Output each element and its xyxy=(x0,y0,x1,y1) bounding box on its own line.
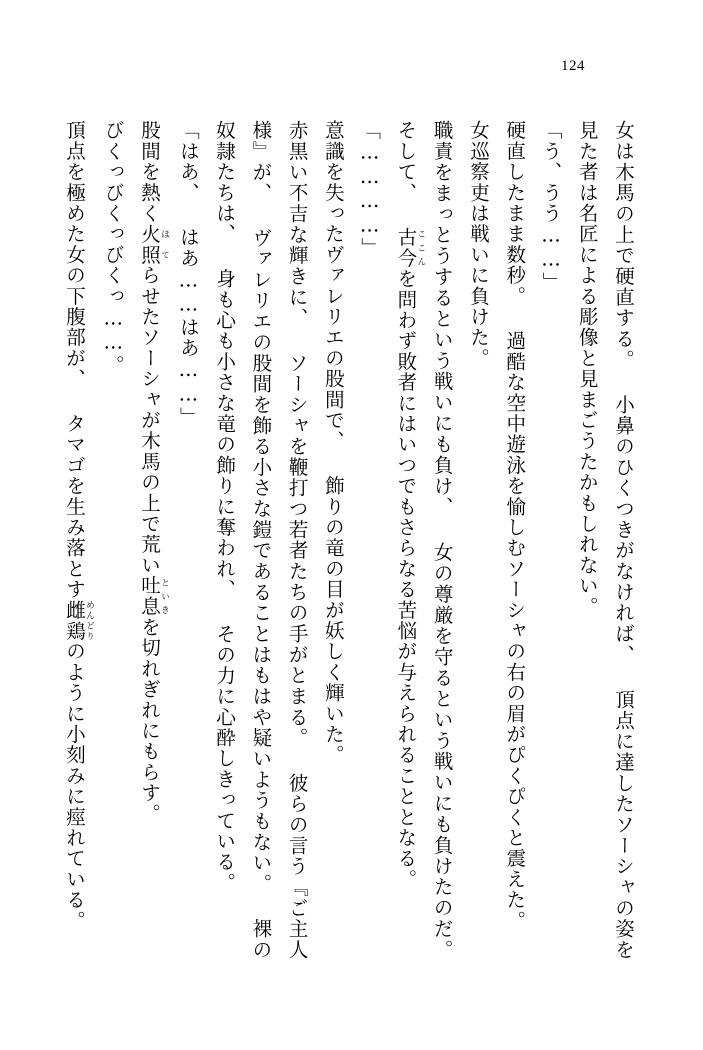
paragraph: 頂点を極めた女の下腹部が、 タマゴを生み落とす雌鶏めんどりのように小刻みに痙れている。 xyxy=(63,120,95,931)
paragraph: 女は木馬の上で硬直する。 小鼻のひくつきがなければ、 頂点に達したソーシャの姿を見た者は名匠による彫像と見まごうたかもしれない。 xyxy=(575,120,635,960)
page-body-text xyxy=(61,120,641,960)
paragraph: 赤黒い不吉な輝きに、 ソーシャを鞭打つ若者たちの手がとまる。 彼らの言う『ご主人様』が、 ヴァレリエの股間を飾る小さな鎧であることはもはや疑いようもない。 裸の奴隷たちは、 身も心も小さな竜の飾りに奪われ、 その力に心酔しきっている。 xyxy=(213,120,309,960)
page-number: 124 xyxy=(561,58,585,74)
paragraph: 女巡察吏は戦いに負けた。 xyxy=(466,120,490,369)
paragraph: 意識を失ったヴァレリエの股間で、 飾りの竜の目が妖しく輝いた。 xyxy=(321,120,345,766)
paragraph: 股間を熱く火照ほてらせたソーシャが木馬の上で荒い吐息といきを切れぎれにもらす。 xyxy=(138,120,170,824)
paragraph: 「はあ、 はあ……はあ……」 xyxy=(176,120,200,428)
paragraph: びくっびくっびくっ……。 xyxy=(101,120,125,376)
paragraph: 硬直したまま数秒。 過酷な空中遊泳を愉しむソーシャの右の眉がぴくぴくと震えた。 xyxy=(503,120,527,931)
paragraph: 「…………」 xyxy=(358,120,382,259)
paragraph: 「う、うう……」 xyxy=(539,120,563,293)
paragraph: 職責をまっとうするという戦いにも負け、 女の尊厳を守るという戦いにも負けたのだ。 そして、 古今ここんを問わず敗者にはいつでもさらなる苦悩が与えられることとなる。 xyxy=(394,120,454,960)
